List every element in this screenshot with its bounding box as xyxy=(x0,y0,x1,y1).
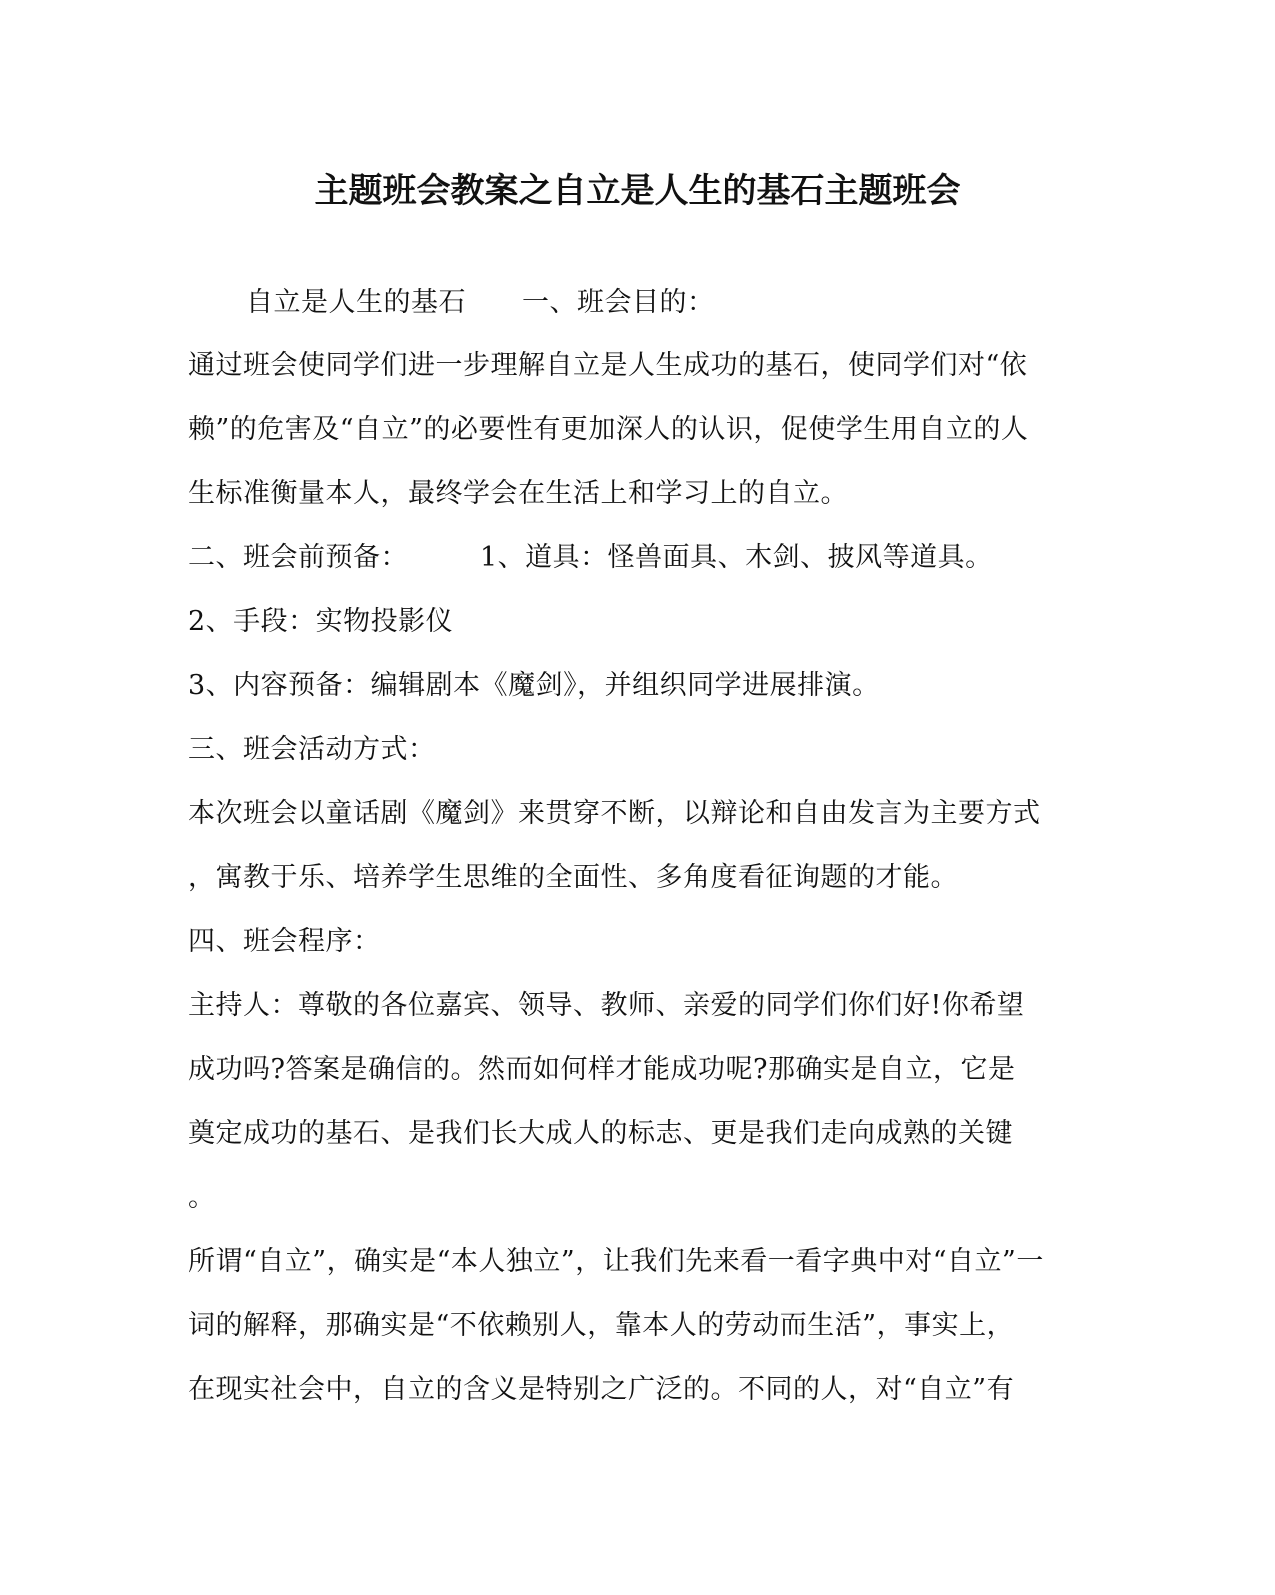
section-heading-1: 一、班会目的： xyxy=(522,287,715,318)
text-line-12: 主持人：尊敬的各位嘉宾、领导、教师、亲爱的同学们你们好!你希望 xyxy=(188,990,1025,1021)
props-item: 1、道具：怪兽面具、木剑、披风等道具。 xyxy=(480,542,993,573)
text-line-7: 3、内容预备：编辑剧本《魔剑》，并组织同学进展排演。 xyxy=(188,670,880,701)
text-line-14: 奠定成功的基石、是我们长大成人的标志、更是我们走向成熟的关键 xyxy=(188,1118,1013,1149)
text-line-5 xyxy=(188,538,993,578)
text-line-15: 。 xyxy=(188,1182,216,1213)
text-line-18: 在现实社会中，自立的含义是特别之广泛的。不同的人，对“自立”有 xyxy=(188,1374,1015,1405)
text-line-3: 赖”的危害及“自立”的必要性有更加深人的认识，促使学生用自立的人 xyxy=(188,414,1029,445)
text-line-8: 三、班会活动方式： xyxy=(188,734,436,765)
text-line-2: 通过班会使同学们进一步理解自立是人生成功的基石，使同学们对“依 xyxy=(188,350,1028,381)
document-title: 主题班会教案之自立是人生的基石主题班会 xyxy=(314,171,961,211)
section-heading-2: 二、班会前预备： xyxy=(188,542,408,573)
text-line-13: 成功吗?答案是确信的。然而如何样才能成功呢?那确实是自立，它是 xyxy=(188,1054,1016,1085)
subtitle-text: 自立是人生的基石 xyxy=(246,287,466,318)
text-line-17: 词的解释，那确实是“不依赖别人，靠本人的劳动而生活”，事实上， xyxy=(188,1310,1015,1341)
text-line-1 xyxy=(246,283,715,323)
text-line-10: ，寓教于乐、培养学生思维的全面性、多角度看征询题的才能。 xyxy=(188,862,958,893)
text-line-16: 所谓“自立”，确实是“本人独立”，让我们先来看一看字典中对“自立”一 xyxy=(188,1246,1044,1277)
text-line-6: 2、手段：实物投影仪 xyxy=(188,606,454,637)
text-line-4: 生标准衡量本人，最终学会在生活上和学习上的自立。 xyxy=(188,478,848,509)
text-line-9: 本次班会以童话剧《魔剑》来贯穿不断，以辩论和自由发言为主要方式 xyxy=(188,798,1041,829)
text-line-11: 四、班会程序： xyxy=(188,926,381,957)
